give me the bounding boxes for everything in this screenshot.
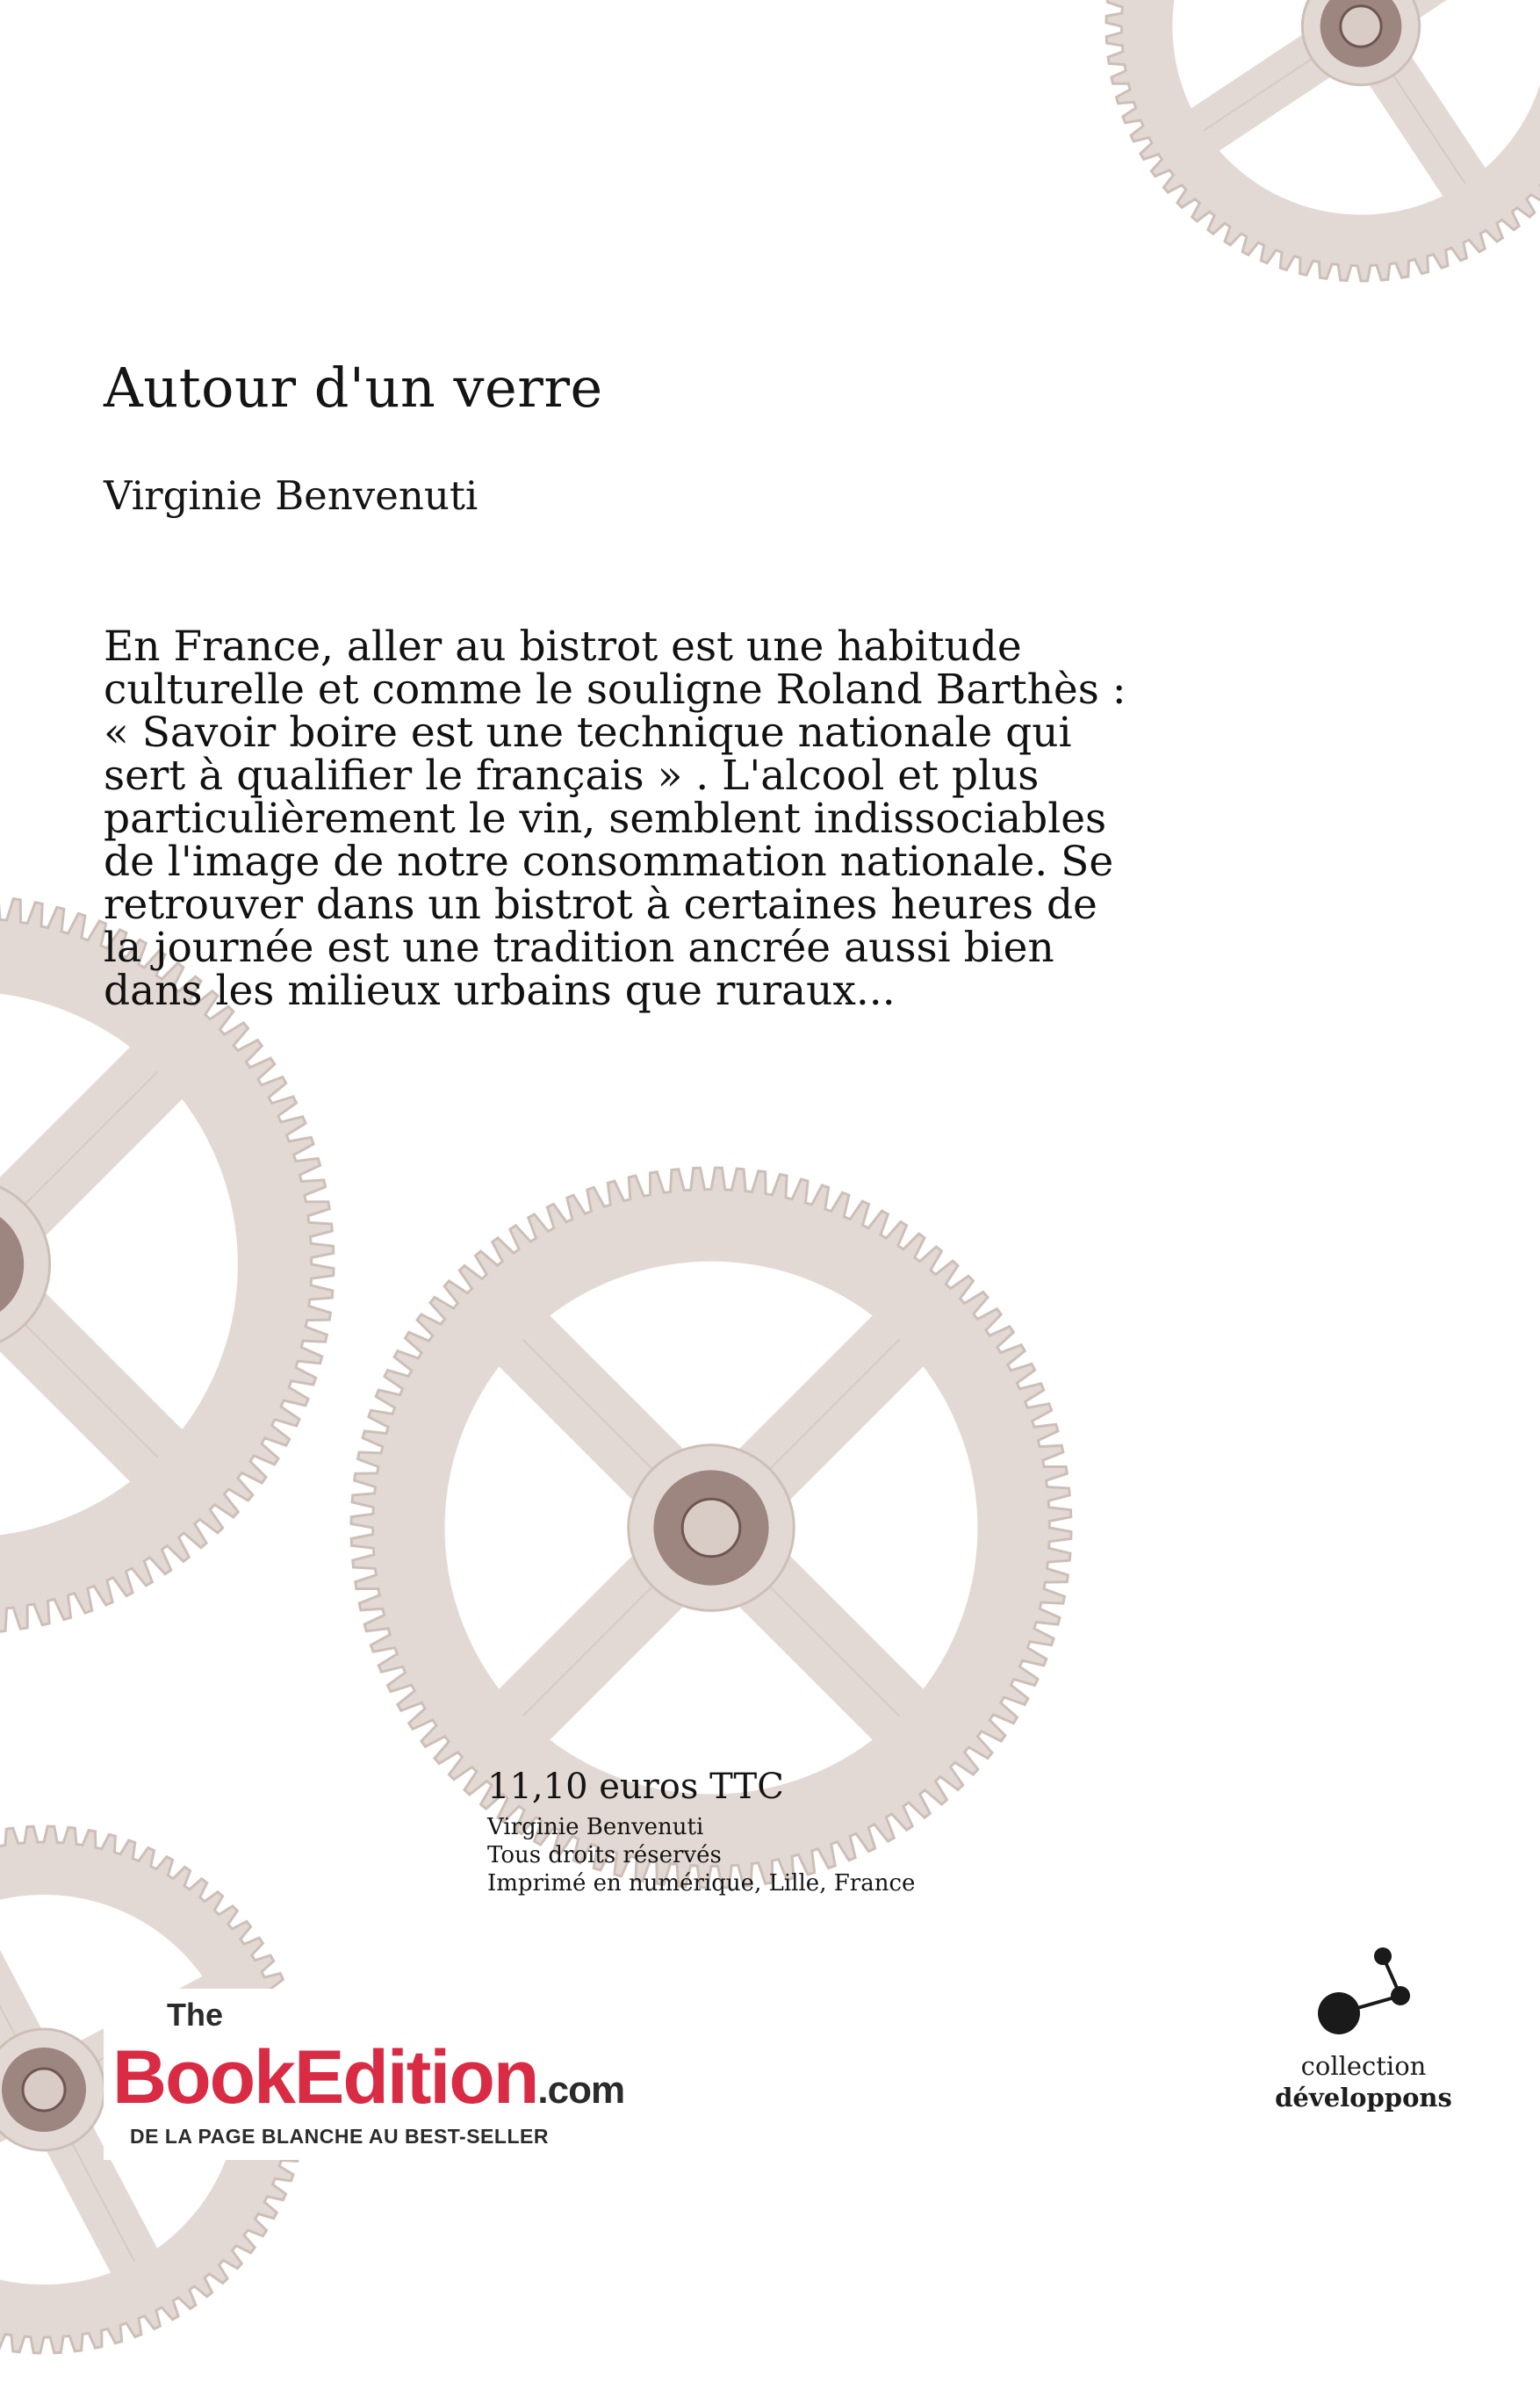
collection-badge (1254, 1939, 1473, 2113)
gear-illustration-top-right (1054, 0, 1540, 342)
imprint-block (487, 1769, 1102, 1897)
book-price: 11,10 euros TTC (487, 1767, 784, 1807)
imprint-rights: Tous droits réservés (487, 1842, 722, 1868)
imprint-author: Virginie Benvenuti (487, 1814, 704, 1840)
imprint-printed: Imprimé en numérique, Lille, France (487, 1870, 916, 1897)
collection-label: collection (1300, 2051, 1427, 2081)
logo-suffix: .com (537, 2069, 625, 2112)
molecule-icon (1302, 1939, 1425, 2044)
logo-name: BookEdition (112, 2035, 538, 2120)
collection-name: développons (1275, 2083, 1452, 2113)
book-title: Autour d'un verre (104, 356, 603, 420)
logo-wordmark (112, 2035, 625, 2120)
book-summary: En France, aller au bistrot est une habitude culturelle et comme le souligne Roland Barthès : « Savoir boire est une technique nationale qui sert à qualifier le français » . L'alcool et plus particulièrement le vin, semblent indissociables de l'image de notre consommation nationale. Se retrouver dans un bistrot à certaines heures de la journée est une tradition ancrée aussi bien dans les milieux urbains que ruraux... (104, 623, 1126, 1015)
logo-tagline: DE LA PAGE BLANCHE AU BEST-SELLER (130, 2125, 549, 2148)
logo-the: The (167, 1997, 224, 2033)
thebookedition-logo (104, 1989, 630, 2160)
book-author: Virginie Benvenuti (104, 472, 479, 519)
